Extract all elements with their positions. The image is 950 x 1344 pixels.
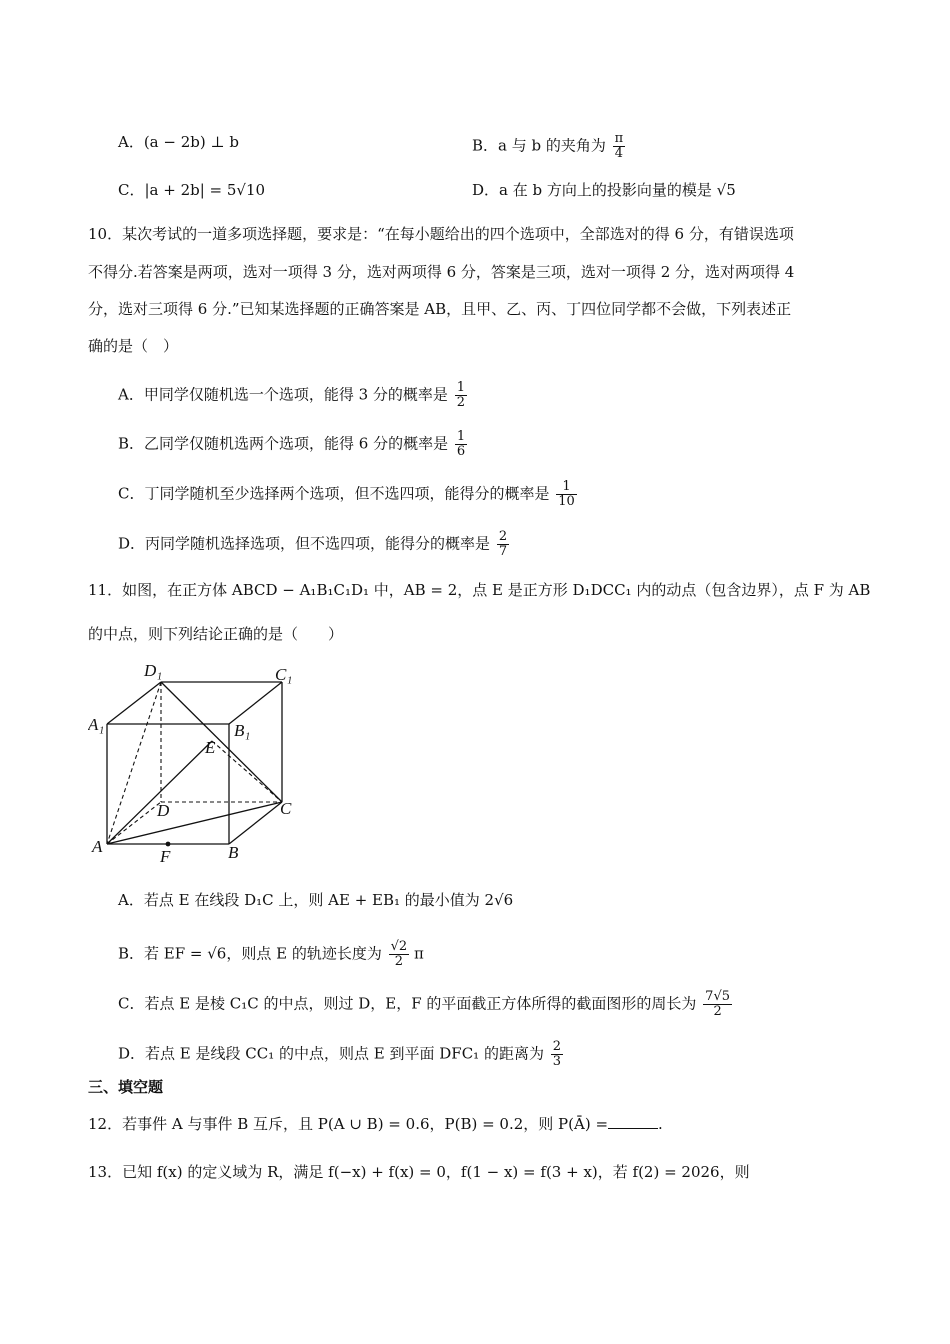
label-c1: C₁ (275, 665, 293, 684)
point-f (166, 842, 171, 847)
q11-stem-line2: 的中点，则下列结论正确的是（ ） (88, 625, 344, 643)
label-e: E (205, 738, 216, 757)
q9-option-c: C．|a + 2b| = 5√10 (118, 181, 266, 199)
q10-option-c: C．丁同学随机至少选择两个选项，但不选四项，能得分的概率是 $\frac{1}{10}$ (118, 479, 575, 509)
q12-stem: 12．若事件 A 与事件 B 互斥，且 P(A ∪ B) = 0.6，P(B) = 0.2，则 P(Ā) = . (88, 1115, 663, 1133)
label-c: C (280, 799, 292, 818)
q11-option-a: A．若点 E 在线段 D₁C 上，则 AE + EB₁ 的最小值为 2√6 (118, 891, 514, 909)
q11-option-d: D．若点 E 是线段 CC₁ 的中点，则点 E 到平面 DFC₁ 的距离为 $\frac{2}{3}$ (118, 1039, 562, 1069)
q11-option-c: C．若点 E 是棱 C₁C 的中点，则过 D，E，F 的平面截正方体所得的截面图形的周长为 $\frac{7√5}{2}$ (118, 989, 730, 1019)
label-d: D (157, 801, 170, 820)
label-d1: D₁ (144, 661, 163, 680)
q11-option-b-fraction: $\frac{√2}{2}$ (390, 939, 408, 969)
q13-stem: 13．已知 f(x) 的定义域为 R，满足 f(−x) + f(x) = 0，f(1 − x) = f(3 + x)，若 f(2) = 2026，则 (88, 1163, 750, 1181)
q10-option-a: A．甲同学仅随机选一个选项，能得 3 分的概率是 $\frac{1}{2}$ (118, 380, 465, 410)
q9-option-a: A．(a − 2b) ⊥ b (118, 133, 239, 151)
q9-option-b: B．a 与 b 的夹角为 $\frac{\pi}{4}$ (472, 131, 624, 161)
q10-option-b: B．乙同学仅随机选两个选项，能得 6 分的概率是 $\frac{1}{6}$ (118, 429, 466, 459)
label-b: B (228, 843, 239, 862)
q11-option-d-fraction: $\frac{2}{3}$ (552, 1039, 562, 1069)
q9-option-d: D．a 在 b 方向上的投影向量的模是 √5 (472, 181, 736, 199)
q10-stem-line3: 分，选对三项得 6 分.”已知某选择题的正确答案是 AB，且甲、乙、丙、丁四位同学都不会做，下列表述正 (88, 300, 792, 318)
q9-option-b-fraction: $\frac{\pi}{4}$ (614, 131, 624, 161)
q10-stem-line1: 10．某次考试的一道多项选择题，要求是：“在每小题给出的四个选项中，全部选对的得 6 分，有错误选项 (88, 225, 794, 243)
q11-option-c-fraction: $\frac{7√5}{2}$ (705, 989, 730, 1019)
q10-option-a-fraction: $\frac{1}{2}$ (456, 380, 465, 410)
edge-a1-d1 (107, 682, 161, 724)
section-heading-fill-in: 三、填空题 (88, 1078, 164, 1096)
label-a1: A₁ (88, 715, 105, 734)
label-f: F (160, 847, 171, 866)
q10-stem-line2: 不得分.若答案是两项，选对一项得 3 分，选对两项得 6 分，答案是三项，选对一项得 2 分，选对两项得 4 (88, 263, 795, 281)
segment-a-e (107, 741, 212, 844)
q12-answer-blank[interactable] (608, 1114, 658, 1129)
segment-d1-c (161, 682, 282, 802)
hidden-segment-e-c (212, 741, 282, 802)
cube-figure (88, 658, 308, 868)
edge-b1-c1 (229, 682, 282, 724)
q10-stem-line4: 确的是（ ） (88, 337, 179, 355)
label-b1: B₁ (234, 721, 251, 740)
q10-option-c-fraction: $\frac{1}{10}$ (558, 479, 575, 509)
hidden-segment-d1-a (107, 682, 161, 844)
q10-option-d: D．丙同学随机选择选项，但不选四项，能得分的概率是 $\frac{2}{7}$ (118, 529, 508, 559)
q10-option-b-fraction: $\frac{1}{6}$ (456, 429, 466, 459)
q11-stem-line1: 11．如图，在正方体 ABCD − A₁B₁C₁D₁ 中，AB = 2，点 E 是正方形 D₁DCC₁ 内的动点（包含边界），点 F 为 AB (88, 581, 871, 599)
label-a: A (92, 837, 103, 856)
q10-option-d-fraction: $\frac{2}{7}$ (498, 529, 508, 559)
q11-option-b: B．若 EF = √6，则点 E 的轨迹长度为 $\frac{√2}{2}$ π (118, 939, 424, 969)
